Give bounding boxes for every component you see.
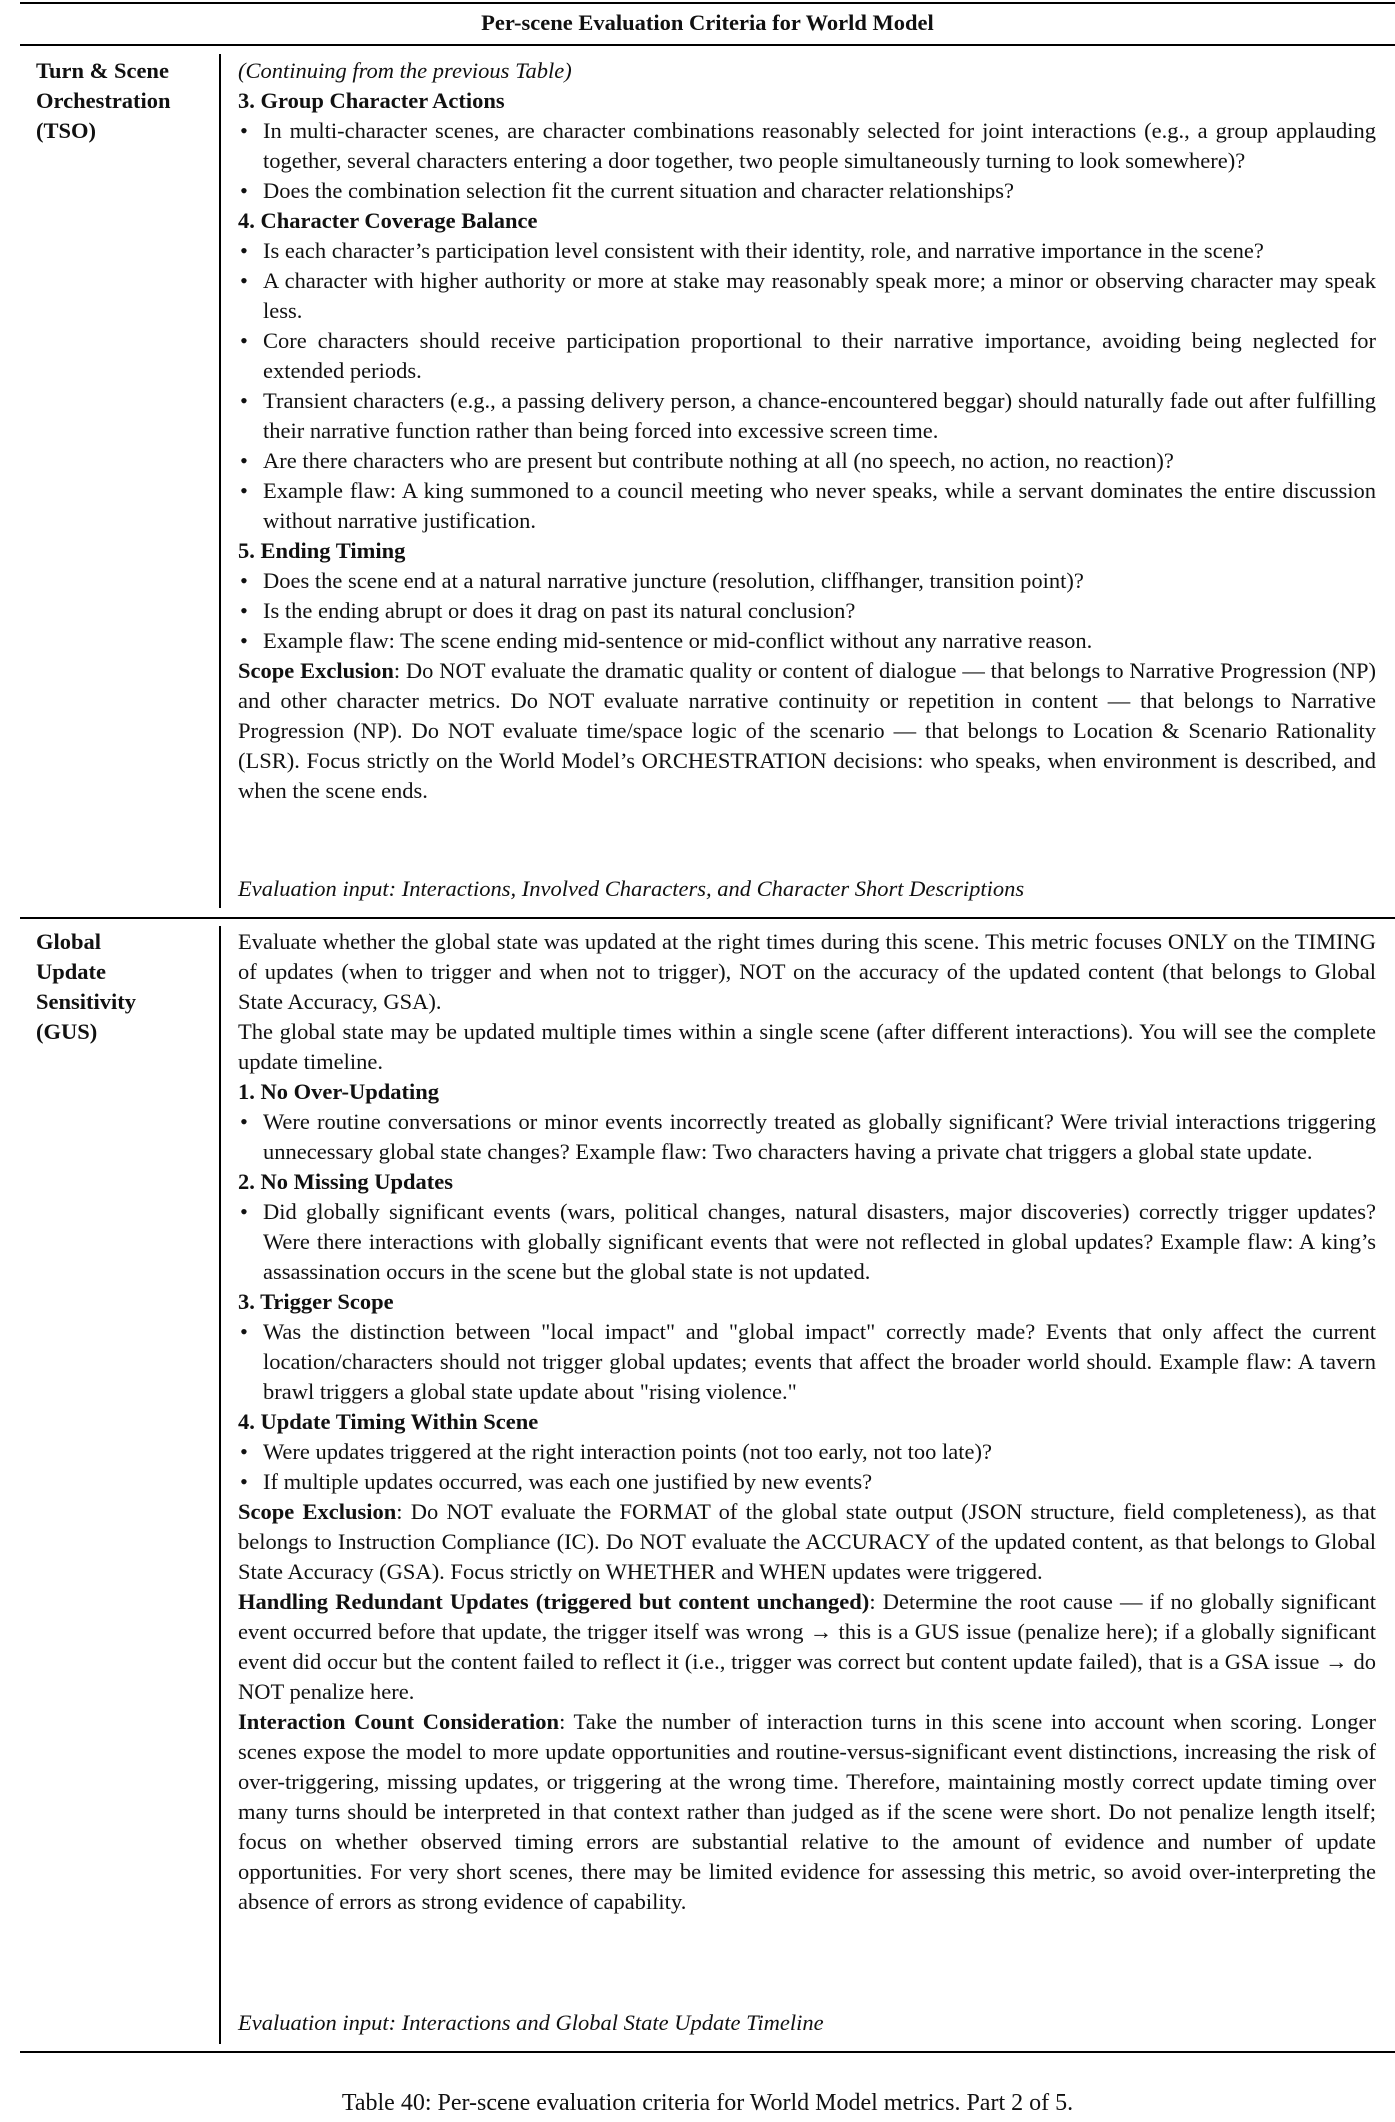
- row-label-line: (GUS): [36, 1019, 98, 1044]
- bullet-item: • Transient characters (e.g., a passing delivery person, a chance-encountered beggar) should naturally fade out after fulfilling their narrative function rather than being forced into excessive screen time.: [240, 388, 1376, 443]
- bullet-marker: •: [240, 328, 248, 353]
- interaction-count-paragraph: Interaction Count Consideration: Take the number of interaction turns in this scene into account when scoring. Longer scenes expose the model to more update opportunities and routine-versus-significant event distinctions, increasing the risk of over-triggering, missing updates, or triggering at the wrong time. Therefore, maintaining mostly correct update timing over many turns should be interpreted in that context rather than judged as if the scene were short. Do not penalize length itself; focus on whether observed timing errors are substantial relative to the amount of evidence and number of update opportunities. For very short scenes, there may be limited evidence for assessing this metric, so avoid over-interpreting the absence of errors as strong evidence of capability.: [238, 1709, 1377, 1914]
- column-divider-gus: [219, 926, 221, 2044]
- bullet-marker: •: [240, 388, 248, 413]
- row-label-line: Orchestration: [36, 88, 171, 113]
- scope-exclusion-paragraph: Scope Exclusion: Do NOT evaluate the dramatic quality or content of dialogue — that belongs to Narrative Progression (NP) and other character metrics. Do NOT evaluate narrative continuity or repetition in content — that belongs to Narrative Progression (NP). Do NOT evaluate time/space logic of the scenario — that belongs to Location & Scenario Rationality (LSR). Focus strictly on the World Model’s ORCHESTRATION decisions: who speaks, when environment is described, and when the scene ends.: [238, 658, 1376, 803]
- bullet-marker: •: [240, 1469, 248, 1494]
- section-heading: 5. Ending Timing: [238, 538, 406, 563]
- bullet-marker: •: [240, 118, 248, 143]
- evaluation-input-tso: Evaluation input: Interactions, Involved Characters, and Character Short Descriptions: [238, 876, 1025, 901]
- row-label-line: Sensitivity: [36, 989, 137, 1014]
- bullet-item: • Example flaw: The scene ending mid-sentence or mid-conflict without any narrative reason.: [238, 626, 1376, 656]
- scope-exclusion-paragraph: Scope Exclusion: Do NOT evaluate the FORMAT of the global state output (JSON structure, field completeness), as that belongs to Instruction Compliance (IC). Do NOT evaluate the ACCURACY of the updated content, as that belongs to Global State Accuracy (GSA). Focus strictly on WHETHER and WHEN updates were triggered.: [238, 1499, 1376, 1584]
- bullet-marker: •: [240, 1109, 248, 1134]
- row-content-tso: [238, 56, 1376, 806]
- bullet-marker: •: [240, 238, 248, 263]
- row-separator-rule: [20, 917, 1395, 919]
- bullet-item: • Did globally significant events (wars, political changes, natural disasters, major discoveries) correctly trigger updates? Were there interactions with globally significant events that were not reflected in global updates? Example flaw: A king’s assassination occurs in the scene but the global state is not updated.: [240, 1199, 1376, 1284]
- interaction-count-label: Interaction Count Consideration: [238, 1709, 560, 1734]
- bullet-marker: •: [240, 1199, 248, 1224]
- bullet-item: • In multi-character scenes, are character combinations reasonably selected for joint interactions (e.g., a group applauding together, several characters entering a door together, two people simultaneously turning to look somewhere)?: [240, 118, 1376, 173]
- bullet-item: • Example flaw: A king summoned to a council meeting who never speaks, while a servant dominates the entire discussion without narrative justification.: [240, 478, 1376, 533]
- intro-paragraph: The global state may be updated multiple times within a single scene (after different interactions). You will see the complete update timeline.: [238, 1019, 1376, 1074]
- row-label-line: Turn & Scene: [36, 58, 169, 83]
- bullet-item: • If multiple updates occurred, was each one justified by new events?: [238, 1467, 1376, 1497]
- row-label-line: Global: [36, 929, 102, 954]
- section-heading: 3. Group Character Actions: [238, 88, 505, 113]
- bullet-item: • A character with higher authority or more at stake may reasonably speak more; a minor or observing character may speak less.: [240, 268, 1376, 323]
- continuation-note: (Continuing from the previous Table): [238, 58, 572, 83]
- section-heading: 4. Update Timing Within Scene: [238, 1409, 539, 1434]
- row-content-gus: [238, 927, 1376, 1917]
- bullet-marker: •: [240, 598, 248, 623]
- scope-exclusion-label: Scope Exclusion: [238, 1499, 397, 1524]
- bullet-marker: •: [240, 478, 248, 503]
- bullet-item: • Is each character’s participation level consistent with their identity, role, and narrative importance in the scene?: [238, 236, 1376, 266]
- table-bottom-rule: [20, 2051, 1395, 2053]
- header-rule: [20, 44, 1395, 46]
- bullet-marker: •: [240, 178, 248, 203]
- table-top-rule: [20, 2, 1395, 4]
- section-heading: 4. Character Coverage Balance: [238, 208, 538, 233]
- table-title: Per-scene Evaluation Criteria for World Model: [481, 10, 934, 35]
- bullet-item: • Does the scene end at a natural narrative juncture (resolution, cliffhanger, transition point)?: [238, 566, 1376, 596]
- bullet-item: • Are there characters who are present but contribute nothing at all (no speech, no action, no reaction)?: [238, 446, 1376, 476]
- bullet-marker: •: [240, 1439, 248, 1464]
- bullet-item: • Does the combination selection fit the current situation and character relationships?: [238, 176, 1376, 206]
- row-label-line: Update: [36, 959, 107, 984]
- section-heading: 1. No Over-Updating: [238, 1079, 440, 1104]
- bullet-marker: •: [240, 628, 248, 653]
- bullet-item: • Core characters should receive participation proportional to their narrative importance, avoiding being neglected for extended periods.: [240, 328, 1376, 383]
- scope-exclusion-label: Scope Exclusion: [238, 658, 394, 683]
- evaluation-input-gus: Evaluation input: Interactions and Global State Update Timeline: [238, 2010, 824, 2035]
- intro-paragraph: Evaluate whether the global state was updated at the right times during this scene. This metric focuses ONLY on the TIMING of updates (when to trigger and when not to trigger), NOT on the accuracy of the updated content (that belongs to Global State Accuracy, GSA).: [238, 929, 1376, 1014]
- bullet-item: • Was the distinction between "local impact" and "global impact" correctly made? Events that only affect the current location/characters should not trigger global updates; events that affect the broader world should. Example flaw: A tavern brawl triggers a global state update about "rising violence.": [240, 1319, 1376, 1404]
- row-label-line: (TSO): [36, 118, 97, 143]
- bullet-item: • Is the ending abrupt or does it drag on past its natural conclusion?: [238, 596, 1376, 626]
- redundant-updates-paragraph: Handling Redundant Updates (triggered but content unchanged): Determine the root cause — if no globally significant event occurred before that update, the trigger itself was wrong → this is a GUS issue (penalize here); if a globally significant event did occur but the content failed to reflect it (i.e., trigger was correct but content update failed), that is a GSA issue → do NOT penalize here.: [238, 1589, 1376, 1704]
- section-heading: 2. No Missing Updates: [238, 1169, 454, 1194]
- column-divider-tso: [219, 54, 221, 908]
- bullet-marker: •: [240, 568, 248, 593]
- bullet-item: • Were updates triggered at the right interaction points (not too early, not too late)?: [238, 1437, 1376, 1467]
- table-caption: Table 40: Per-scene evaluation criteria for World Model metrics. Part 2 of 5.: [341, 2090, 1074, 2116]
- row-label-tso: [36, 56, 216, 146]
- redundant-updates-label: Handling Redundant Updates (triggered but content unchanged): [238, 1589, 870, 1614]
- section-heading: 3. Trigger Scope: [238, 1289, 394, 1314]
- bullet-item: • Were routine conversations or minor events incorrectly treated as globally significant? Were trivial interactions triggering unnecessary global state changes? Example flaw: Two characters having a private chat triggers a global state update.: [240, 1109, 1376, 1164]
- bullet-marker: •: [240, 448, 248, 473]
- bullet-marker: •: [240, 268, 248, 293]
- bullet-marker: •: [240, 1319, 248, 1344]
- row-label-gus: [36, 927, 216, 1047]
